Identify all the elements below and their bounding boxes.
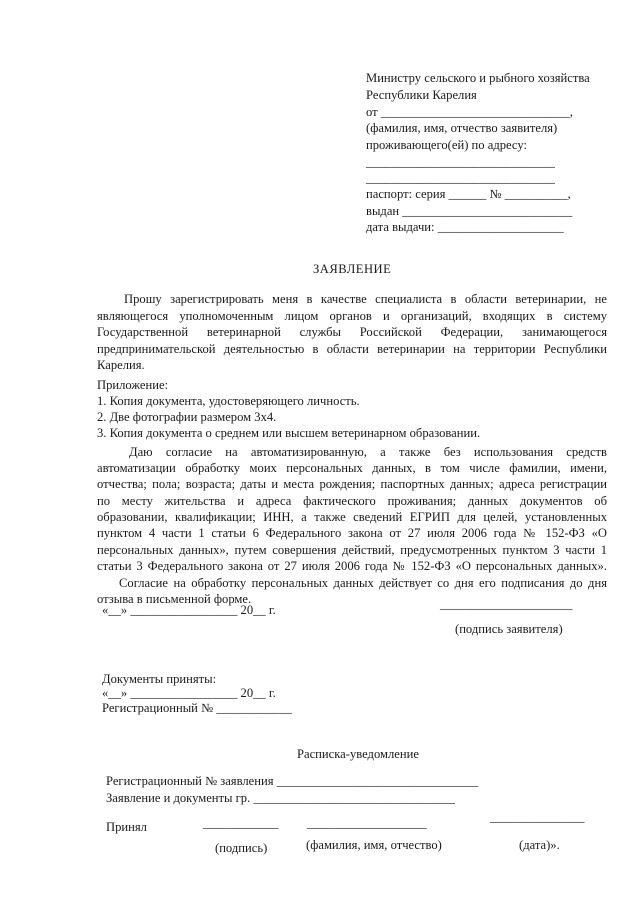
consent-line-1: Даю согласие на автоматизированную, а также без использования средств bbox=[129, 445, 607, 459]
consent-line-2: автоматизации обработку моих персональных данных, в том числе фамилии, имени, bbox=[97, 461, 607, 475]
attachments-heading: Приложение: bbox=[97, 378, 169, 392]
receipt-registration-field[interactable]: Регистрационный № заявления ________________________________ bbox=[106, 774, 479, 788]
address-field-2[interactable]: ______________________________ bbox=[366, 171, 555, 185]
addressee-line-1: Министру сельского и рыбного хозяйства bbox=[366, 71, 590, 85]
issue-date-field[interactable]: дата выдачи: ____________________ bbox=[366, 220, 564, 234]
issued-field[interactable]: выдан ___________________________ bbox=[366, 204, 573, 218]
registration-number-field[interactable]: Регистрационный № ____________ bbox=[102, 701, 292, 715]
application-date-field[interactable]: «__» _________________ 20__ г. bbox=[102, 603, 276, 617]
receipt-accepted-label: Принял bbox=[106, 820, 147, 834]
accepted-date-field[interactable]: «__» _________________ 20__ г. bbox=[102, 686, 276, 700]
consent-line-5: образовании, квалификации; ИНН, а также сведений ЕГРИП для целей, установленных bbox=[97, 510, 607, 524]
consent-validity-2: отзыва в письменной форме. bbox=[97, 592, 252, 606]
document-title: ЗАЯВЛЕНИЕ bbox=[313, 262, 392, 276]
applicant-signature-field[interactable]: _____________________ bbox=[440, 597, 573, 611]
request-line-3: Государственной ветеринарной службы Российской Федерации, занимающегося bbox=[97, 325, 607, 339]
receipt-name-caption: (фамилия, имя, отчество) bbox=[306, 838, 442, 852]
attachment-item-1: 1. Копия документа, удостоверяющего личность. bbox=[97, 394, 360, 408]
request-line-4: предпринимательской деятельностью в области ветеринарии на территории Республики bbox=[97, 342, 607, 356]
consent-validity-1: Согласие на обработку персональных данных действует со дня его подписания до дня bbox=[119, 576, 607, 590]
applicant-signature-caption: (подпись заявителя) bbox=[455, 622, 563, 636]
request-line-1: Прошу зарегистрировать меня в качестве специалиста в области ветеринарии, не bbox=[124, 292, 607, 306]
request-line-5: Карелия. bbox=[97, 358, 145, 372]
receipt-title: Расписка-уведомление bbox=[297, 747, 419, 761]
attachment-item-2: 2. Две фотографии размером 3х4. bbox=[97, 410, 277, 424]
consent-line-8: статьи 3 Федерального закона от 27 июля 2006 года № 152-ФЗ «О персональных данных». bbox=[97, 559, 607, 573]
receipt-documents-field[interactable]: Заявление и документы гр. ________________________________ bbox=[106, 791, 455, 805]
consent-line-3: отчества; пола; возраста; даты и места рождения; паспортных данных; адреса регистрации bbox=[97, 477, 607, 491]
receipt-name-field[interactable]: ___________________ bbox=[307, 816, 427, 830]
from-field[interactable]: от ______________________________, bbox=[366, 105, 573, 119]
consent-line-4: по месту жительства и адреса фактического проживания; данных документов об bbox=[97, 494, 607, 508]
consent-line-7: персональных данных», путем совершения действий, предусмотренных пунктом 3 части 1 bbox=[97, 543, 607, 557]
address-label: проживающего(ей) по адресу: bbox=[366, 138, 527, 152]
consent-line-6: пунктом 4 части 1 статьи 6 Федерального закона от 27 июля 2006 года № 152-ФЗ «О bbox=[97, 526, 607, 540]
passport-field[interactable]: паспорт: серия ______ № __________, bbox=[366, 187, 571, 201]
receipt-signature-field[interactable]: ____________ bbox=[203, 816, 279, 830]
addressee-line-2: Республики Карелия bbox=[366, 88, 477, 102]
attachment-item-3: 3. Копия документа о среднем или высшем ветеринарном образовании. bbox=[97, 426, 481, 440]
receipt-signature-caption: (подпись) bbox=[215, 841, 268, 855]
address-field-1[interactable]: ______________________________ bbox=[366, 155, 555, 169]
documents-accepted-heading: Документы приняты: bbox=[102, 672, 217, 686]
request-line-2: являющегося уполномоченным лицом органов и организаций, входящих в систему bbox=[97, 309, 607, 323]
from-caption: (фамилия, имя, отчество заявителя) bbox=[366, 121, 558, 135]
receipt-date-caption: (дата)». bbox=[519, 838, 560, 852]
receipt-date-field[interactable]: _______________ bbox=[490, 810, 585, 824]
